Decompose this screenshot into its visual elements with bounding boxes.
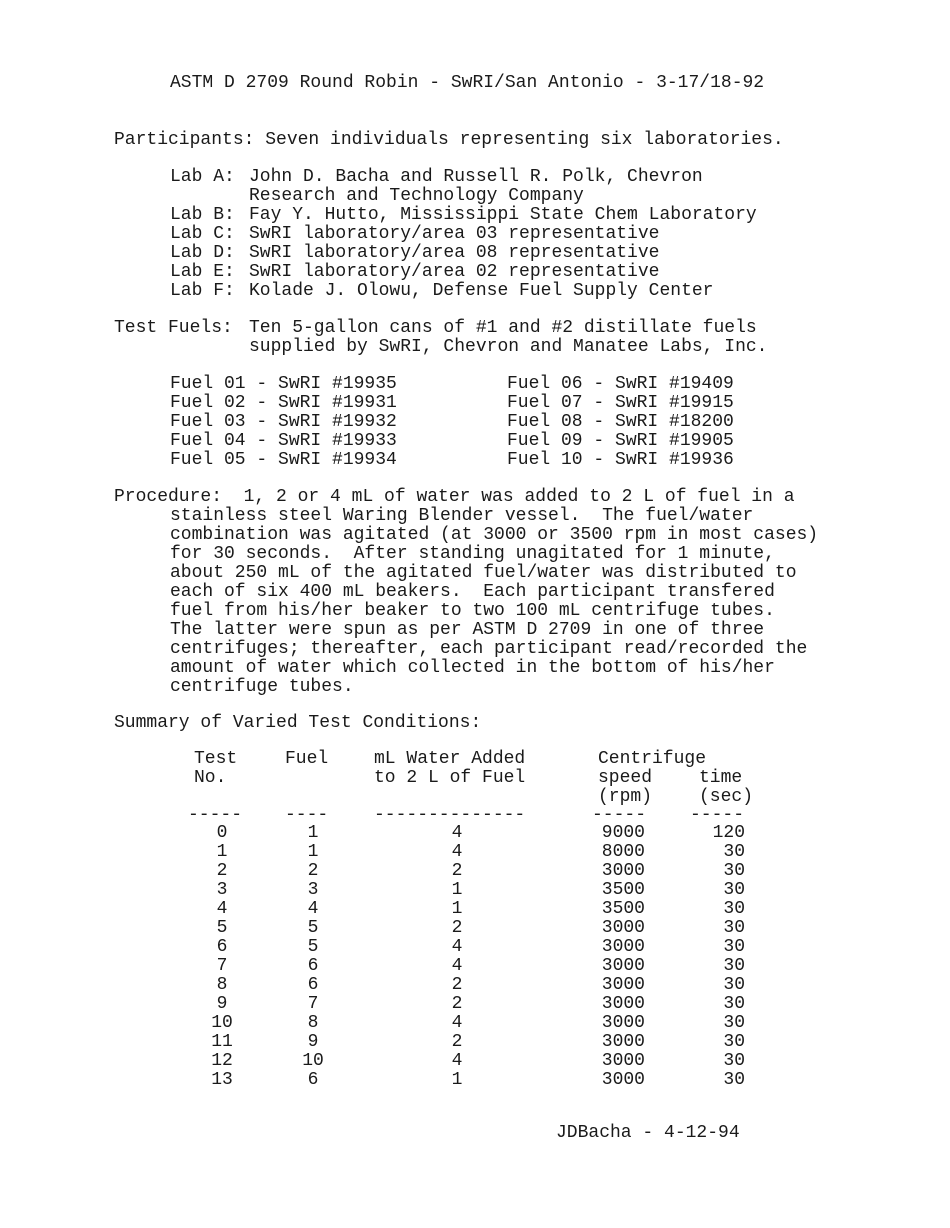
cell-test-no: 11: [211, 1032, 233, 1052]
cell-time-sec: 30: [723, 842, 745, 862]
header-test: Test: [194, 749, 238, 769]
table-rule: -----: [690, 805, 745, 825]
test-fuels-text-cont: supplied by SwRI, Chevron and Manatee Labs, Inc.: [249, 337, 768, 357]
cell-test-no: 6: [216, 937, 228, 957]
cell-fuel: 6: [307, 975, 319, 995]
cell-time-sec: 120: [712, 823, 745, 843]
lab-f-label: Lab F:: [170, 281, 235, 301]
cell-water-ml: 4: [451, 937, 463, 957]
cell-speed-rpm: 3000: [601, 975, 645, 995]
cell-water-ml: 4: [451, 956, 463, 976]
header-speed: speed: [598, 768, 653, 788]
cell-time-sec: 30: [723, 1070, 745, 1090]
lab-a-label: Lab A:: [170, 167, 235, 187]
cell-time-sec: 30: [723, 937, 745, 957]
cell-fuel: 10: [302, 1051, 324, 1071]
cell-time-sec: 30: [723, 1051, 745, 1071]
cell-test-no: 7: [216, 956, 228, 976]
lab-c-label: Lab C:: [170, 224, 235, 244]
cell-fuel: 6: [307, 1070, 319, 1090]
cell-water-ml: 2: [451, 861, 463, 881]
cell-time-sec: 30: [723, 899, 745, 919]
cell-test-no: 2: [216, 861, 228, 881]
cell-speed-rpm: 3000: [601, 861, 645, 881]
summary-title: Summary of Varied Test Conditions:: [114, 713, 482, 733]
cell-test-no: 5: [216, 918, 228, 938]
table-rule: --------------: [374, 805, 526, 825]
cell-water-ml: 1: [451, 899, 463, 919]
cell-fuel: 8: [307, 1013, 319, 1033]
procedure-line: centrifuge tubes.: [170, 677, 354, 697]
cell-time-sec: 30: [723, 880, 745, 900]
fuel-list-item: Fuel 03 - SwRI #19932: [170, 412, 397, 432]
fuel-list-item: Fuel 04 - SwRI #19933: [170, 431, 397, 451]
lab-d-label: Lab D:: [170, 243, 235, 263]
cell-test-no: 4: [216, 899, 228, 919]
cell-water-ml: 4: [451, 1013, 463, 1033]
page-title: ASTM D 2709 Round Robin - SwRI/San Antonio - 3-17/18-92: [170, 73, 765, 93]
cell-fuel: 7: [307, 994, 319, 1014]
cell-fuel: 1: [307, 842, 319, 862]
fuel-list-item: Fuel 10 - SwRI #19936: [507, 450, 734, 470]
table-rule: ----: [285, 805, 329, 825]
procedure-line: fuel from his/her beaker to two 100 mL centrifuge tubes.: [170, 601, 775, 621]
header-water: mL Water Added: [374, 749, 526, 769]
cell-water-ml: 2: [451, 994, 463, 1014]
header-water-sub: to 2 L of Fuel: [374, 768, 526, 788]
cell-fuel: 1: [307, 823, 319, 843]
cell-test-no: 1: [216, 842, 228, 862]
cell-test-no: 0: [216, 823, 228, 843]
cell-speed-rpm: 3000: [601, 956, 645, 976]
lab-e-text: SwRI laboratory/area 02 representative: [249, 262, 660, 282]
lab-e-label: Lab E:: [170, 262, 235, 282]
cell-time-sec: 30: [723, 994, 745, 1014]
cell-water-ml: 4: [451, 842, 463, 862]
procedure-line: about 250 mL of the agitated fuel/water was distributed to: [170, 563, 797, 583]
cell-water-ml: 4: [451, 823, 463, 843]
lab-b-label: Lab B:: [170, 205, 235, 225]
cell-fuel: 2: [307, 861, 319, 881]
procedure-line: each of six 400 mL beakers. Each participant transfered: [170, 582, 775, 602]
header-speed-unit: (rpm): [598, 787, 653, 807]
cell-time-sec: 30: [723, 918, 745, 938]
header-time-unit: (sec): [699, 787, 754, 807]
header-fuel: Fuel: [285, 749, 329, 769]
cell-time-sec: 30: [723, 975, 745, 995]
cell-water-ml: 2: [451, 975, 463, 995]
cell-water-ml: 2: [451, 918, 463, 938]
cell-fuel: 5: [307, 937, 319, 957]
cell-speed-rpm: 8000: [601, 842, 645, 862]
cell-test-no: 8: [216, 975, 228, 995]
cell-test-no: 9: [216, 994, 228, 1014]
cell-speed-rpm: 3500: [601, 880, 645, 900]
header-no: No.: [194, 768, 227, 788]
cell-fuel: 3: [307, 880, 319, 900]
cell-time-sec: 30: [723, 1032, 745, 1052]
fuel-list-item: Fuel 07 - SwRI #19915: [507, 393, 734, 413]
table-rule: -----: [188, 805, 243, 825]
cell-fuel: 5: [307, 918, 319, 938]
cell-test-no: 10: [211, 1013, 233, 1033]
lab-f-text: Kolade J. Olowu, Defense Fuel Supply Center: [249, 281, 714, 301]
cell-speed-rpm: 3000: [601, 1013, 645, 1033]
signature: JDBacha - 4-12-94: [556, 1123, 740, 1143]
cell-speed-rpm: 3000: [601, 1051, 645, 1071]
fuel-list-item: Fuel 09 - SwRI #19905: [507, 431, 734, 451]
lab-a-text-cont: Research and Technology Company: [249, 186, 584, 206]
cell-time-sec: 30: [723, 861, 745, 881]
cell-water-ml: 1: [451, 880, 463, 900]
lab-d-text: SwRI laboratory/area 08 representative: [249, 243, 660, 263]
cell-speed-rpm: 3000: [601, 1070, 645, 1090]
procedure-line: amount of water which collected in the bottom of his/her: [170, 658, 775, 678]
procedure-first-line: Procedure: 1, 2 or 4 mL of water was added to 2 L of fuel in a: [114, 487, 795, 507]
cell-speed-rpm: 3000: [601, 994, 645, 1014]
cell-speed-rpm: 3000: [601, 937, 645, 957]
test-fuels-label: Test Fuels:: [114, 318, 233, 338]
lab-c-text: SwRI laboratory/area 03 representative: [249, 224, 660, 244]
header-centrifuge: Centrifuge: [598, 749, 707, 769]
procedure-line: centrifuges; thereafter, each participant read/recorded the: [170, 639, 808, 659]
cell-speed-rpm: 3000: [601, 918, 645, 938]
test-fuels-text: Ten 5-gallon cans of #1 and #2 distillate fuels: [249, 318, 757, 338]
fuel-list-item: Fuel 08 - SwRI #18200: [507, 412, 734, 432]
fuel-list-item: Fuel 01 - SwRI #19935: [170, 374, 397, 394]
table-rule: -----: [592, 805, 647, 825]
lab-a-text: John D. Bacha and Russell R. Polk, Chevron: [249, 167, 703, 187]
cell-water-ml: 1: [451, 1070, 463, 1090]
cell-test-no: 3: [216, 880, 228, 900]
cell-speed-rpm: 9000: [601, 823, 645, 843]
cell-test-no: 13: [211, 1070, 233, 1090]
fuel-list-item: Fuel 02 - SwRI #19931: [170, 393, 397, 413]
header-time: time: [699, 768, 743, 788]
cell-water-ml: 4: [451, 1051, 463, 1071]
cell-fuel: 4: [307, 899, 319, 919]
cell-fuel: 9: [307, 1032, 319, 1052]
lab-b-text: Fay Y. Hutto, Mississippi State Chem Laboratory: [249, 205, 757, 225]
cell-time-sec: 30: [723, 956, 745, 976]
cell-test-no: 12: [211, 1051, 233, 1071]
cell-fuel: 6: [307, 956, 319, 976]
procedure-line: combination was agitated (at 3000 or 3500 rpm in most cases): [170, 525, 819, 545]
cell-water-ml: 2: [451, 1032, 463, 1052]
cell-speed-rpm: 3000: [601, 1032, 645, 1052]
cell-time-sec: 30: [723, 1013, 745, 1033]
cell-speed-rpm: 3500: [601, 899, 645, 919]
procedure-line: stainless steel Waring Blender vessel. The fuel/water: [170, 506, 754, 526]
participants-intro: Participants: Seven individuals representing six laboratories.: [114, 130, 784, 150]
fuel-list-item: Fuel 05 - SwRI #19934: [170, 450, 397, 470]
procedure-line: The latter were spun as per ASTM D 2709 in one of three: [170, 620, 765, 640]
procedure-line: for 30 seconds. After standing unagitated for 1 minute,: [170, 544, 775, 564]
fuel-list-item: Fuel 06 - SwRI #19409: [507, 374, 734, 394]
